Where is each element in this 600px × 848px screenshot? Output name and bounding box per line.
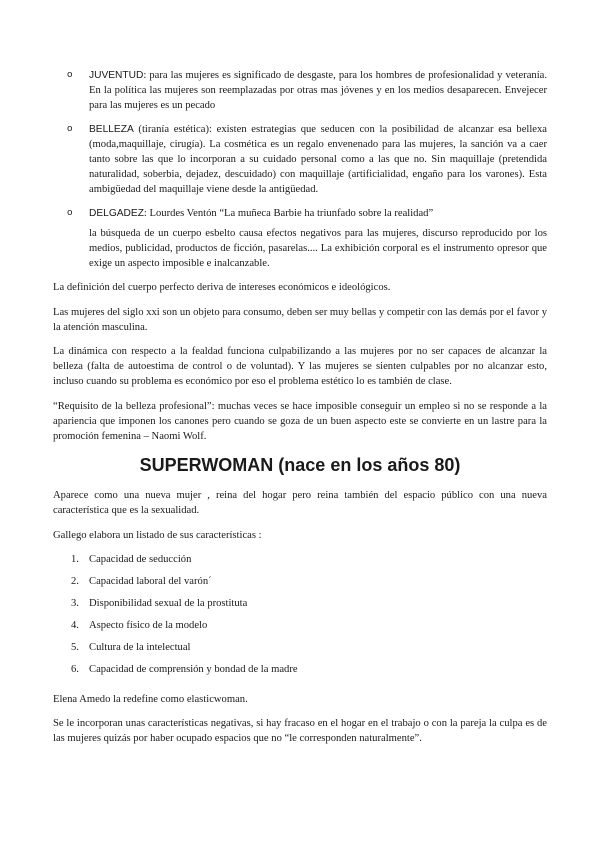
paragraph-amedo: Elena Amedo la redefine como elasticwoman. xyxy=(53,693,248,705)
paragraph-aparece: Aparece como una nueva mujer , reina del hogar pero reina también del espacio público con una nueva característica que es la sexualidad. xyxy=(53,490,547,517)
list-number: 3. xyxy=(71,597,79,609)
paragraph-siglo-xxi: Las mujeres del siglo xxi son un objeto para consumo, deben ser muy bellas y competir con las demás por el favor y la atención masculina. xyxy=(53,306,547,333)
bullet-delgadez xyxy=(53,206,547,221)
bullet-text: : Lourdes Ventón “La muñeca Barbie ha triunfado sobre la realidad” xyxy=(143,207,434,219)
bullet-lead: BELLEZA xyxy=(89,123,134,135)
bullet-belleza xyxy=(53,122,547,198)
list-text: Cultura de la intelectual xyxy=(89,641,191,653)
section-heading: SUPERWOMAN (nace en los años 80) xyxy=(139,455,461,476)
list-item xyxy=(53,574,547,596)
paragraph-requisito: “Requisito de la belleza profesional”: muchas veces se hace imposible conseguir un empleo si no se responde a la apariencia que imponen los canones pero cuando se goza de un buen aspecto este se convierte en un lastre para la promoción femenina – Naomi Wolf. xyxy=(53,400,547,443)
paragraph-gallego: Gallego elabora un listado de sus características : xyxy=(53,529,262,541)
characteristics-list xyxy=(53,552,547,684)
bullet-juventud xyxy=(53,68,547,114)
paragraph-negativas: Se le incorporan unas características negativas, si hay fracaso en el hogar en el trabajo o con la pareja la culpa es de las mujeres quizás por haber ocupado espacios que no “le corresponden naturalmente”. xyxy=(53,718,547,745)
list-text: Capacidad laboral del varón´ xyxy=(89,575,212,587)
bullet-lead: DELGADEZ xyxy=(89,207,144,219)
list-item xyxy=(53,618,547,640)
bullet-marker: o xyxy=(67,123,73,134)
list-number: 2. xyxy=(71,575,79,587)
list-number: 5. xyxy=(71,641,79,653)
document-page xyxy=(53,68,547,755)
bullet-marker: o xyxy=(67,70,73,80)
bullet-marker: o xyxy=(67,207,73,218)
bullet-text: : para las mujeres es significado de desgaste, para los hombres de profesionalidad y veteranía. En la política las mujeres son reemplazadas por otras mas jóvenes y en los medios desaparecen. Envejecer para las mujeres es un pecado xyxy=(89,70,547,112)
list-text: Capacidad de seducción xyxy=(89,553,192,565)
list-number: 6. xyxy=(71,663,79,675)
paragraph-fealdad: La dinámica con respecto a la fealdad funciona culpabilizando a las mujeres por no ser capaces de alcanzar la belleza (falta de autoestima de control o de voluntad). Y las mujeres se sienten culpables por no alcanzar esto, incluso cuando su problema es económico por eso el problema estético lo es también de clase. xyxy=(53,346,547,388)
list-number: 4. xyxy=(71,619,79,631)
bullet-text: (tiranía estética): existen estrategias que seducen con la posibilidad de alcanzar esa bellexa (moda,maquillaje, cirugía). La cosmética es un regalo envenenado para las mujeres, la sanción va a caer tanto sobre las que lo incorporan a su cuidado personal como a las que no. Sin maquillaje (pretendida naturalidad, soberbia, dejadez, descuidado) con maquillaje (artificialidad, engaño para los varones). Esta ambigüedad del maquillaje viene desde la antigüedad. xyxy=(89,123,547,196)
list-text: Capacidad de comprensión y bondad de la madre xyxy=(89,663,298,675)
list-item xyxy=(53,662,547,684)
bullet-lead: JUVENTUD xyxy=(89,70,144,81)
list-item xyxy=(53,552,547,574)
bullet-continuation: la búsqueda de un cuerpo esbelto causa efectos negativos para las mujeres, discurso reproducido por los medios, publicidad, productos de ficción, pasarelas.... La exhibición corporal es el instrumento opresor que exige un aspecto imposible e inalcanzable. xyxy=(89,227,547,270)
list-text: Disponibilidad sexual de la prostituta xyxy=(89,597,248,609)
paragraph-definicion: La definición del cuerpo perfecto deriva de intereses económicos e ideológicos. xyxy=(53,282,391,294)
list-number: 1. xyxy=(71,553,79,565)
list-item xyxy=(53,596,547,618)
list-item xyxy=(53,640,547,662)
list-text: Aspecto físico de la modelo xyxy=(89,619,208,631)
